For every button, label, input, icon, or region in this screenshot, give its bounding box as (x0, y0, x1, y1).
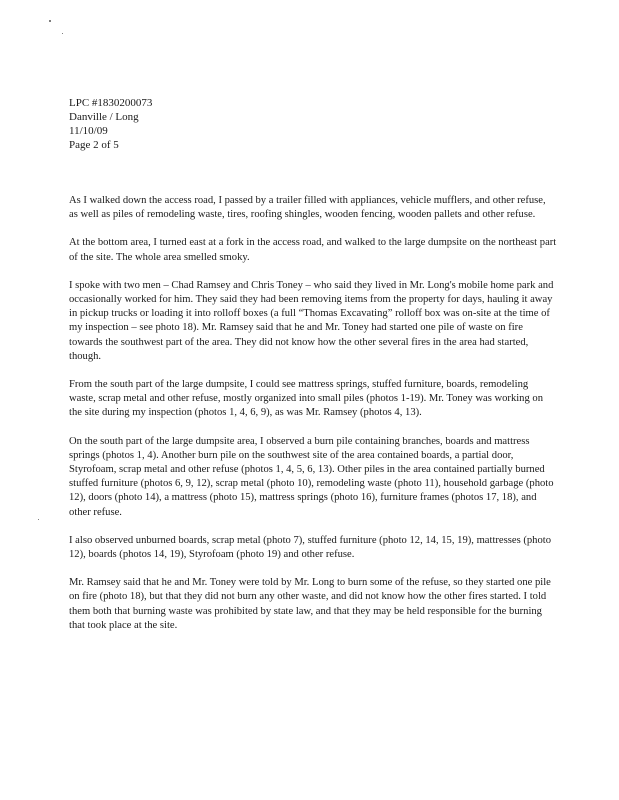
scan-speck (49, 20, 51, 22)
paragraph: I spoke with two men – Chad Ramsey and Chris Toney – who said they lived in Mr. Long's mobile home park and occasionally worked for him. They said they had been removing items from the property for days, hauling it away in pickup trucks or loading it into rolloff boxes (a full “Thomas Excavating” rolloff box was on-site at the time of my inspection – see photo 18). Mr. Ramsey said that he and Mr. Toney had started one pile of waste on fire towards the southwest part of the area. They did not know how the other several fires in the area had started, though. (69, 279, 554, 362)
document-header (69, 96, 152, 152)
paragraph: I also observed unburned boards, scrap metal (photo 7), stuffed furniture (photo 12, 14, 15, 19), mattresses (photo 12), boards (photos 14, 19), Styrofoam (photo 19) and other refuse. (69, 534, 552, 561)
case-number: LPC #1830200073 (69, 97, 153, 109)
date: 11/10/09 (69, 125, 108, 137)
paragraph: From the south part of the large dumpsite, I could see mattress springs, stuffed furniture, boards, remodeling waste, scrap metal and other refuse, mostly organized into small piles (photos 1-19). Mr. Toney was working on the site during my inspection (photos 1, 4, 6, 9), as was Mr. Ramsey (photos 4, 13). (69, 379, 544, 419)
document-body (69, 194, 557, 647)
location: Danville / Long (69, 111, 139, 123)
paragraph: Mr. Ramsey said that he and Mr. Toney were told by Mr. Long to burn some of the refuse, so they started one pile on fire (photo 18), but that they did not burn any other waste, and did not know how the other fires started. I told them both that burning waste was prohibited by state law, and that they may be held responsible for the burning that took place at the site. (69, 577, 551, 631)
paragraph: As I walked down the access road, I passed by a trailer filled with appliances, vehicle mufflers, and other refuse, as well as piles of remodeling waste, tires, roofing shingles, wooden fencing, wooden pallets and other refuse. (69, 195, 546, 221)
scan-speck (38, 519, 39, 520)
scan-speck (62, 33, 63, 34)
page-number: Page 2 of 5 (69, 139, 119, 151)
paragraph: On the south part of the large dumpsite area, I observed a burn pile containing branches, boards and mattress springs (photos 1, 4). Another burn pile on the southwest site of the area contained boards, a partial door, Styrofoam, scrap metal and other refuse (photos 1, 4, 5, 6, 13). Other piles in the area contained partially burned stuffed furniture (photos 6, 9, 12), scrap metal (photo 10), remodeling waste (photo 11), household garbage (photo 12), doors (photo 14), a mattress (photo 15), mattress springs (photo 16), furniture frames (photos 17, 18), and other refuse. (69, 435, 554, 518)
paragraph: At the bottom area, I turned east at a fork in the access road, and walked to the large dumpsite on the northeast part of the site. The whole area smelled smoky. (69, 237, 557, 263)
